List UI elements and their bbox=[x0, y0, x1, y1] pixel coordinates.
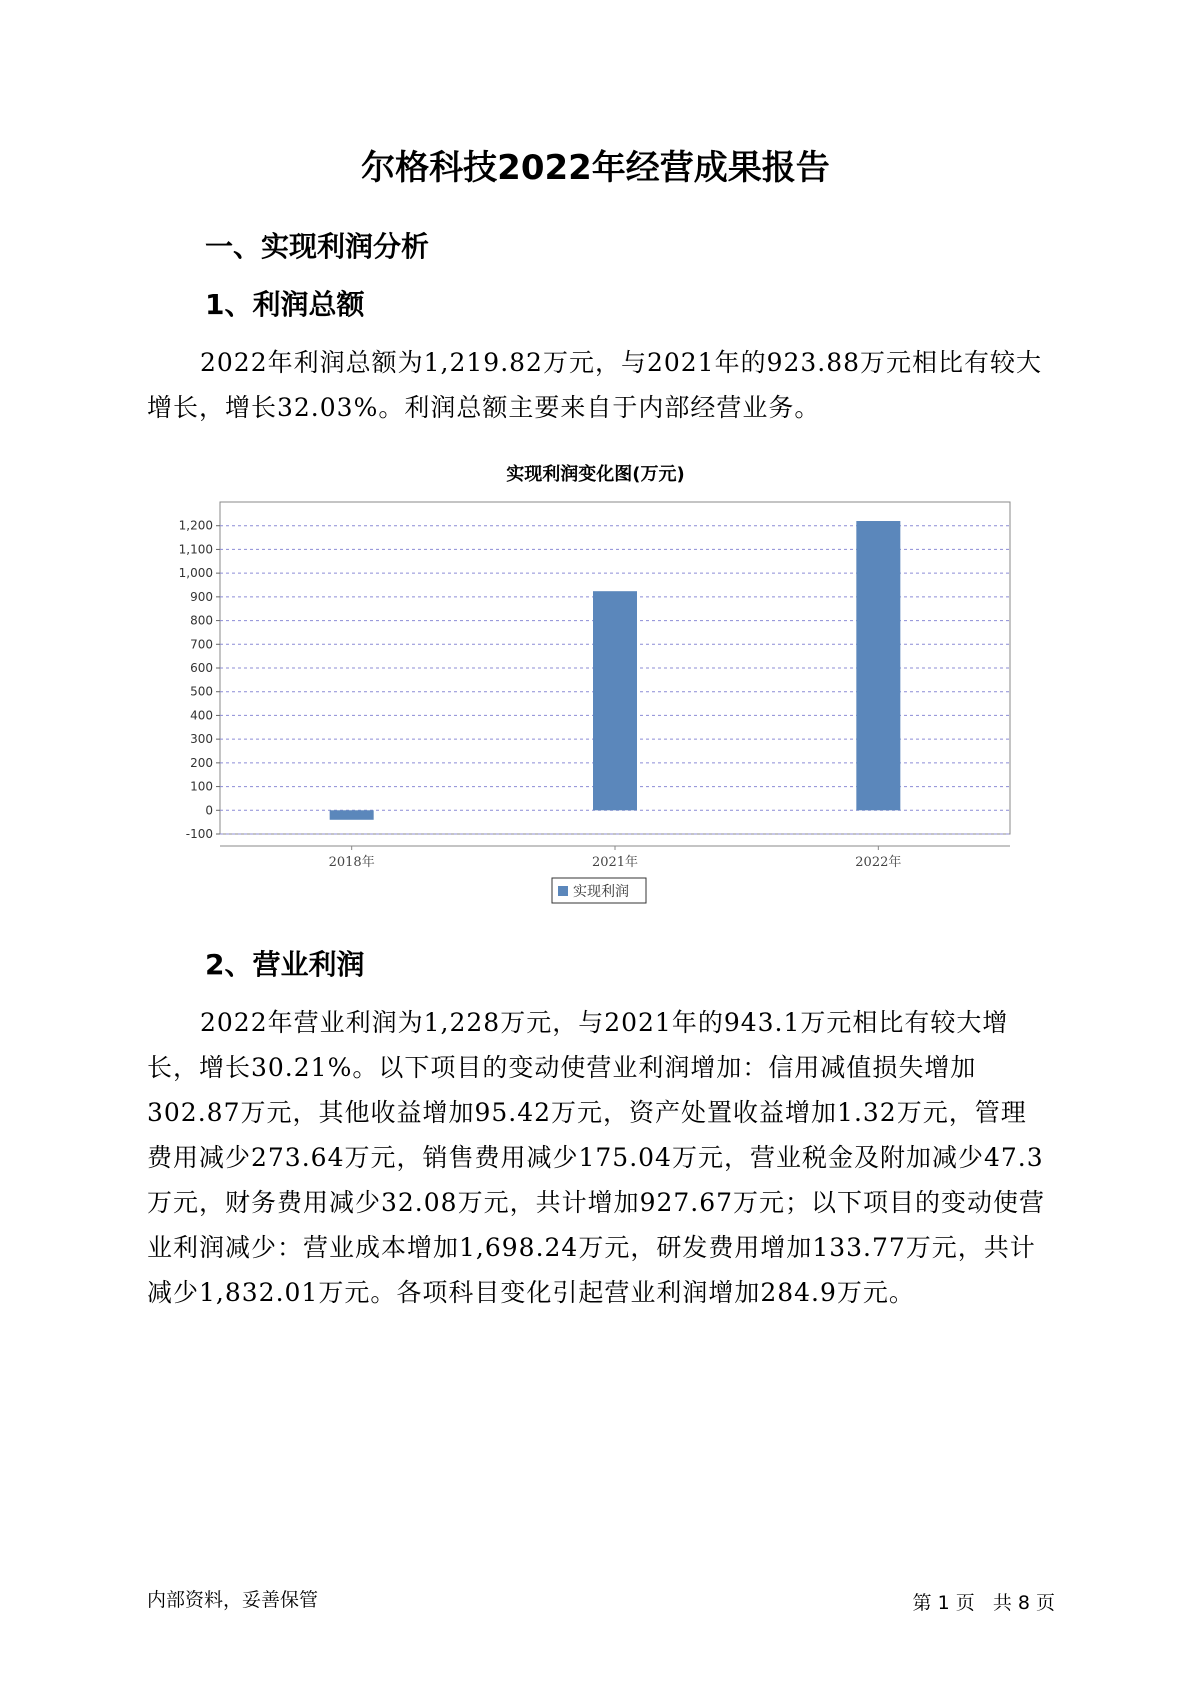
footer-confidential-note: 内部资料，妥善保管 bbox=[147, 1589, 319, 1611]
profit-bar-chart bbox=[150, 490, 1050, 910]
x-tick-label: 2021年 bbox=[591, 855, 639, 870]
legend-swatch bbox=[558, 886, 568, 896]
legend-label: 实现利润 bbox=[573, 884, 629, 900]
bar-3 bbox=[856, 521, 900, 810]
y-tick-label: 900 bbox=[190, 589, 213, 604]
y-tick-label: 1,200 bbox=[178, 518, 213, 533]
y-tick-label: 1,000 bbox=[178, 566, 213, 581]
x-tick-label: 2022年 bbox=[855, 855, 902, 870]
chart-title: 实现利润变化图(万元) bbox=[506, 464, 685, 485]
y-tick-label: 700 bbox=[190, 637, 213, 652]
paragraph-total-profit: 2022年利润总额为1,219.82万元，与2021年的923.88万元相比有较大增长，增长32.03%。利润总额主要来自于内部经营业务。 bbox=[147, 348, 1043, 422]
y-tick-label: -100 bbox=[185, 827, 213, 841]
footer-page-number: 第 1 页 共 8 页 bbox=[912, 1592, 1055, 1614]
y-tick-label: 800 bbox=[190, 613, 213, 628]
paragraph-operating-profit: 2022年营业利润为1,228万元，与2021年的943.1万元相比有较大增长，增长30.21%。以下项目的变动使营业利润增加：信用减值损失增加302.87万元，其他收益增加95.42万元，资产处置收益增加1.32万元，管理费用减少273.64万元，销售费用减少175.04万元，营业税金及附加减少47.3万元，财务费用减少32.08万元，共计增加927.67万元；以下项目的变动使营业利润减少：营业成本增加1,698.24万元，研发费用增加133.77万元，共计减少1,832.01万元。各项科目变化引起营业利润增加284.9万元。 bbox=[147, 1008, 1046, 1307]
x-tick-label: 2018年 bbox=[328, 855, 375, 870]
y-tick-label: 300 bbox=[190, 732, 213, 747]
y-tick-label: 200 bbox=[190, 755, 213, 770]
y-tick-label: 500 bbox=[190, 684, 213, 699]
y-tick-label: 100 bbox=[190, 779, 213, 794]
bar-2 bbox=[593, 591, 637, 810]
y-tick-label: 600 bbox=[190, 661, 213, 675]
subheading-total-profit: 1、利润总额 bbox=[205, 288, 365, 321]
bar-1 bbox=[330, 810, 374, 819]
y-tick-label: 0 bbox=[205, 803, 213, 818]
y-tick-label: 400 bbox=[190, 708, 213, 723]
subheading-operating-profit: 2、营业利润 bbox=[205, 948, 365, 981]
document-title: 尔格科技2022年经营成果报告 bbox=[361, 148, 830, 188]
section-heading-profit-analysis: 一、实现利润分析 bbox=[205, 230, 430, 263]
y-tick-label: 1,100 bbox=[178, 542, 213, 557]
